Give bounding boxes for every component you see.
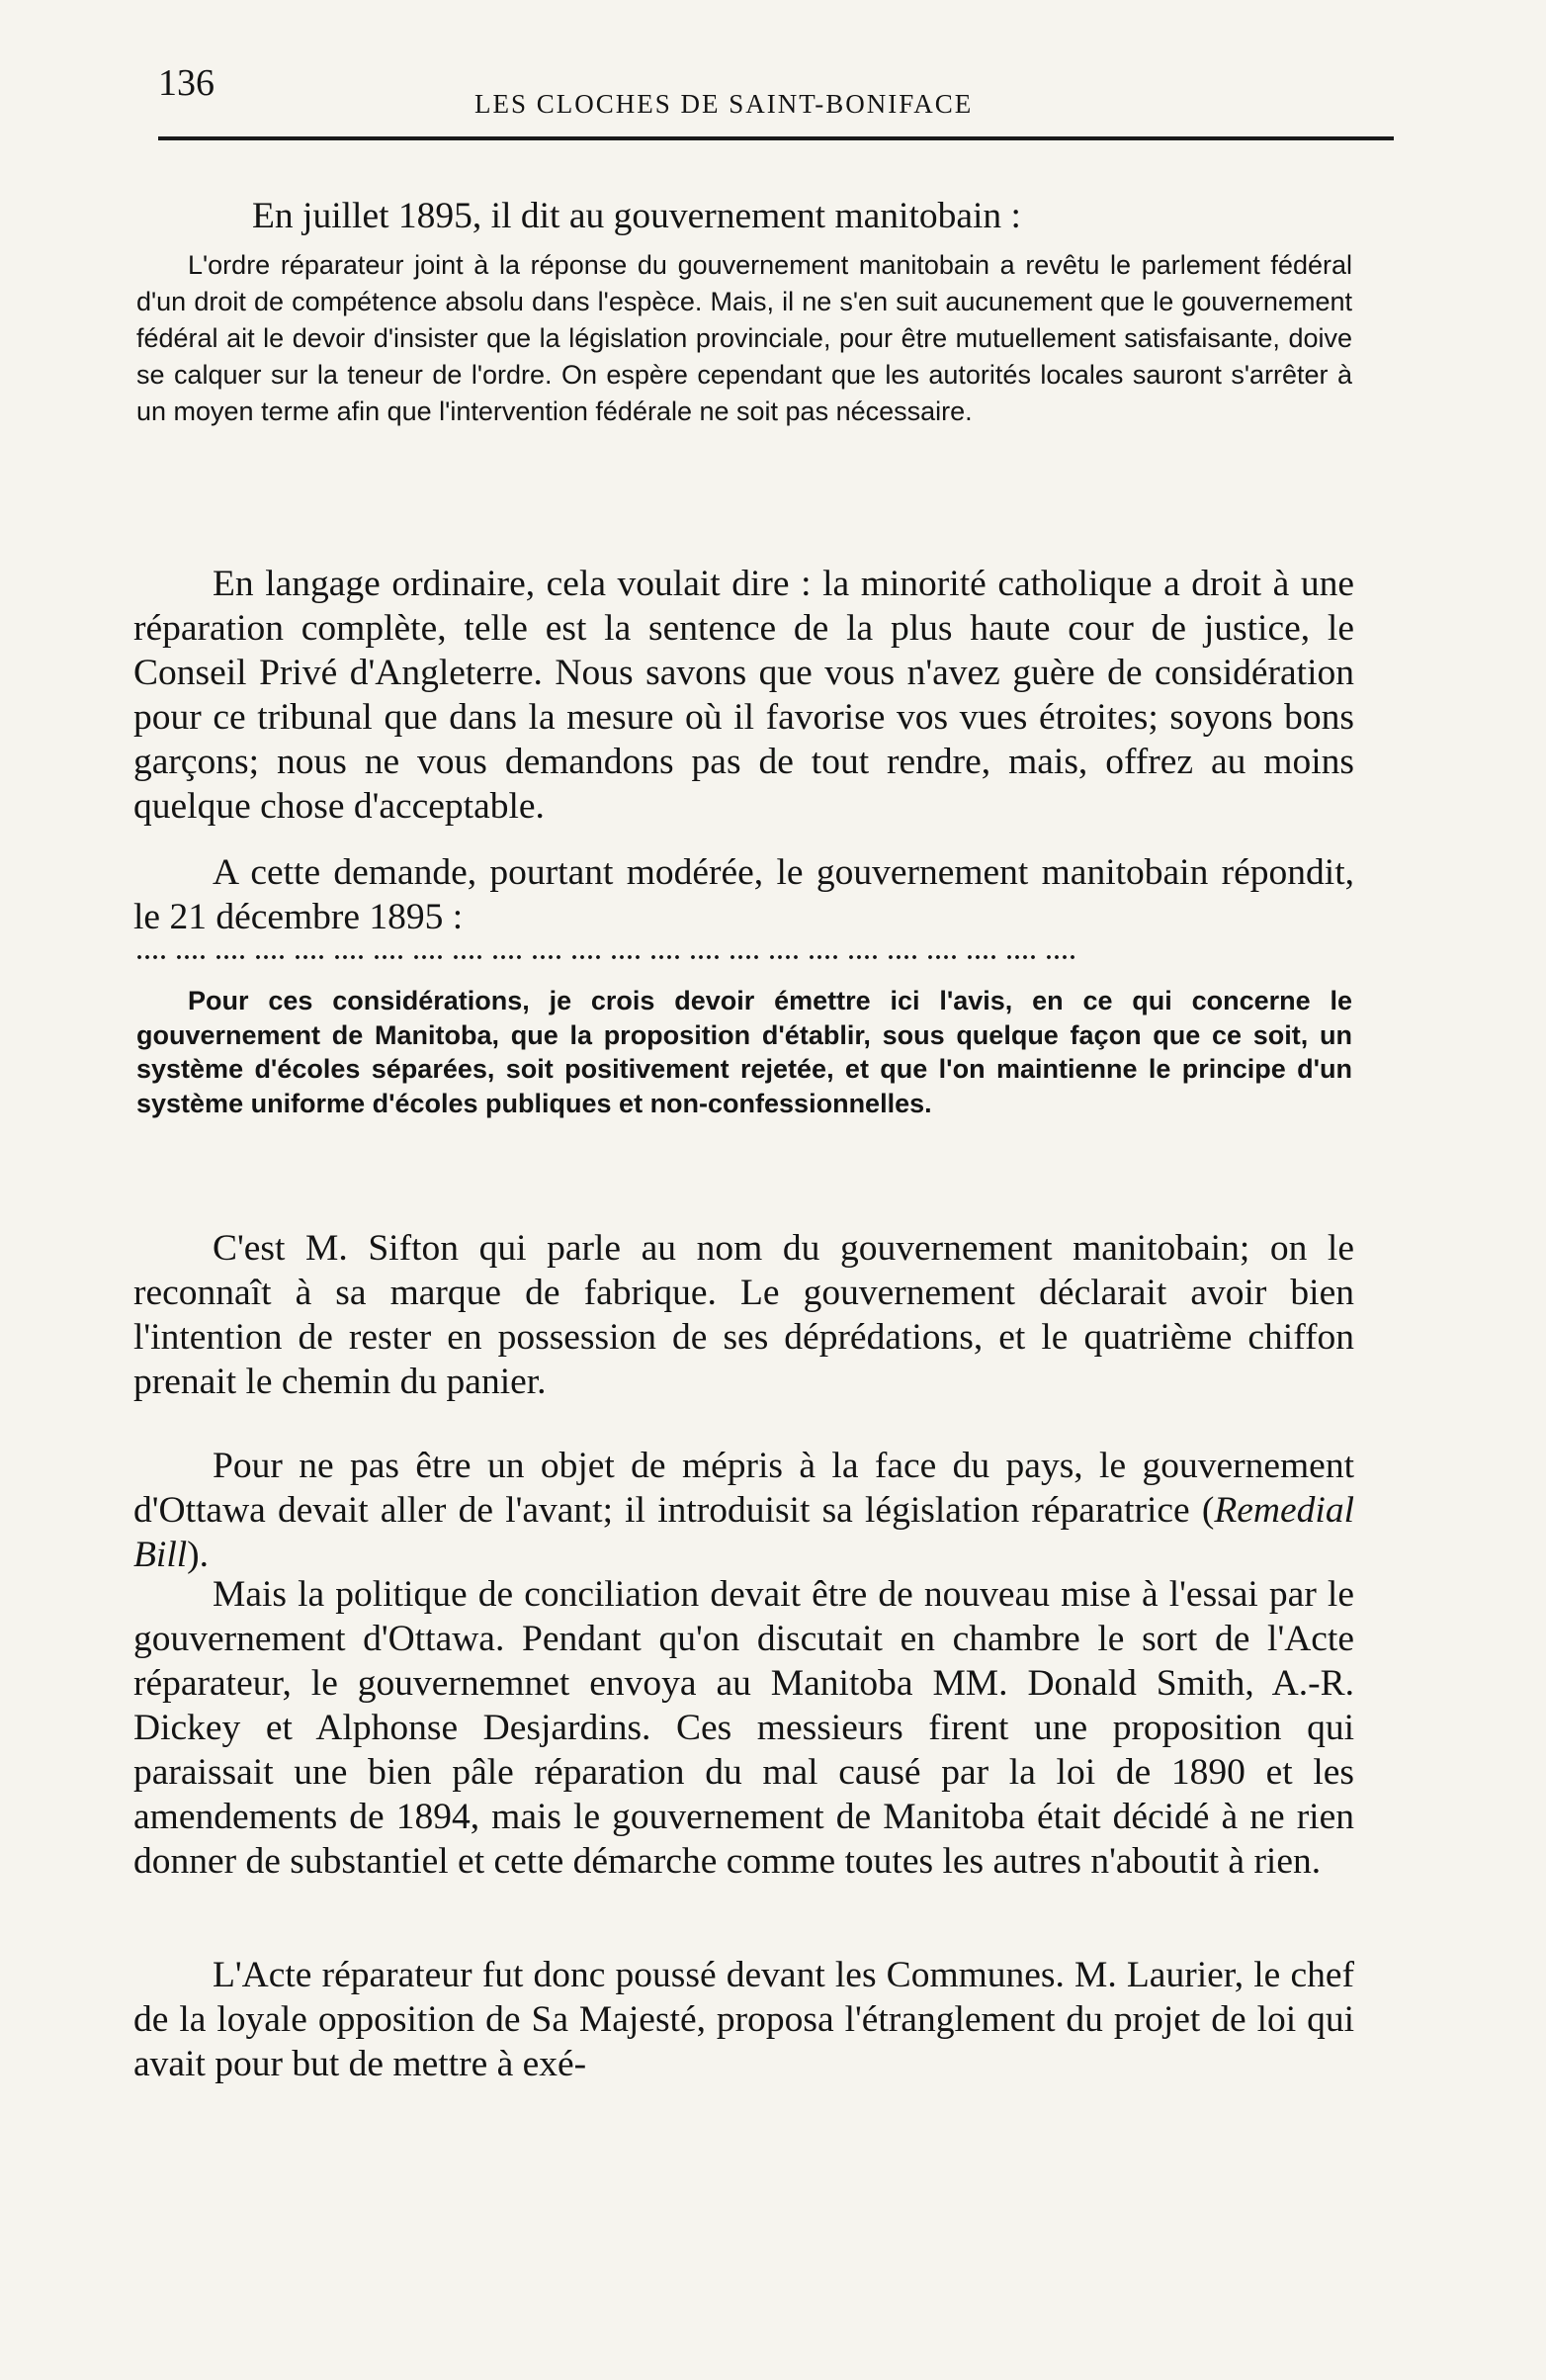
remedial-bill-text-after: ).: [187, 1535, 210, 1575]
paragraph-sifton: C'est M. Sifton qui parle au nom du gouvernement manitobain; on le reconnaît à sa marque de fabrique. Le gouvernement déclarait avoir bien l'intention de rester en possession de ses déprédations, et le quatrième chiffon prenait le chemin du panier.: [133, 1228, 1354, 1402]
ellipsis-line: .... .... .... .... .... .... .... .... .... .... .... .... .... .... .... .... .... .... .... .... .... .... .... ....: [136, 939, 1077, 965]
running-title: LES CLOCHES DE SAINT-BONIFACE: [474, 89, 974, 119]
remedial-bill-title: Remedial Bill: [133, 1490, 1354, 1575]
header-rule: [158, 136, 1394, 140]
remedial-bill-text-before: Pour ne pas être un objet de mépris à la face du pays, le gouvernement d'Ottawa devait aller de l'avant; il introduisit sa législation réparatrice (: [133, 1446, 1354, 1531]
quote-manitoba-reply: [136, 984, 1352, 1120]
quote-federal-letter: [136, 247, 1352, 430]
page-header: [158, 61, 1394, 121]
paragraph-intro: En juillet 1895, il dit au gouvernement manitobain :: [252, 196, 1021, 236]
page-number: 136: [158, 62, 215, 104]
paragraph-acte-reparateur: L'Acte réparateur fut donc poussé devant les Communes. M. Laurier, le chef de la loyale opposition de Sa Majesté, proposa l'étranglement du projet de loi qui avait pour but de mettre à exé-: [133, 1955, 1354, 2084]
paragraph-cette-demande: A cette demande, pourtant modérée, le gouvernement manitobain répondit, le 21 décembre 1895 :: [133, 852, 1354, 937]
paragraph-conciliation: Mais la politique de conciliation devait être de nouveau mise à l'essai par le gouvernement d'Ottawa. Pendant qu'on discutait en chambre le sort de l'Acte réparateur, le gouvernemnet envoya au Manitoba MM. Donald Smith, A.-R. Dickey et Alphonse Desjardins. Ces messieurs firent une proposition qui paraissait une bien pâle réparation du mal causé par la loi de 1890 et les amendements de 1894, mais le gouvernement de Manitoba était décidé à ne rien donner de substantiel et cette démarche comme toutes les autres n'aboutit à rien.: [133, 1574, 1354, 1882]
paragraph-remedial-bill: [133, 1444, 1354, 1577]
paragraph-langage-ordinaire: En langage ordinaire, cela voulait dire : la minorité catholique a droit à une réparation complète, telle est la sentence de la plus haute cour de justice, le Conseil Privé d'Angleterre. Nous savons que vous n'avez guère de considération pour ce tribunal que dans la mesure où il favorise vos vues étroites; soyons bons garçons; nous ne vous demandons pas de tout rendre, mais, offrez au moins quelque chose d'acceptable.: [133, 564, 1354, 827]
quote-manitoba-reply-text: Pour ces considérations, je crois devoir émettre ici l'avis, en ce qui concerne le gouvernement de Manitoba, que la proposition d'établir, sous quelque façon que ce soit, un système d'écoles séparées, soit positivement rejetée, et que l'on maintienne le principe d'un système uniforme d'écoles publiques et non-confessionnelles.: [136, 986, 1352, 1118]
quote-federal-letter-text: L'ordre réparateur joint à la réponse du gouvernement manitobain a revêtu le parlement fédéral d'un droit de compétence absolu dans l'espèce. Mais, il ne s'en suit aucunement que le gouvernement fédéral ait le devoir d'insister que la législation provinciale, pour être mutuellement satisfaisante, doive se calquer sur la teneur de l'ordre. On espère cependant que les autorités locales sauront s'arrêter à un moyen terme afin que l'intervention fédérale ne soit pas nécessaire.: [136, 250, 1352, 426]
